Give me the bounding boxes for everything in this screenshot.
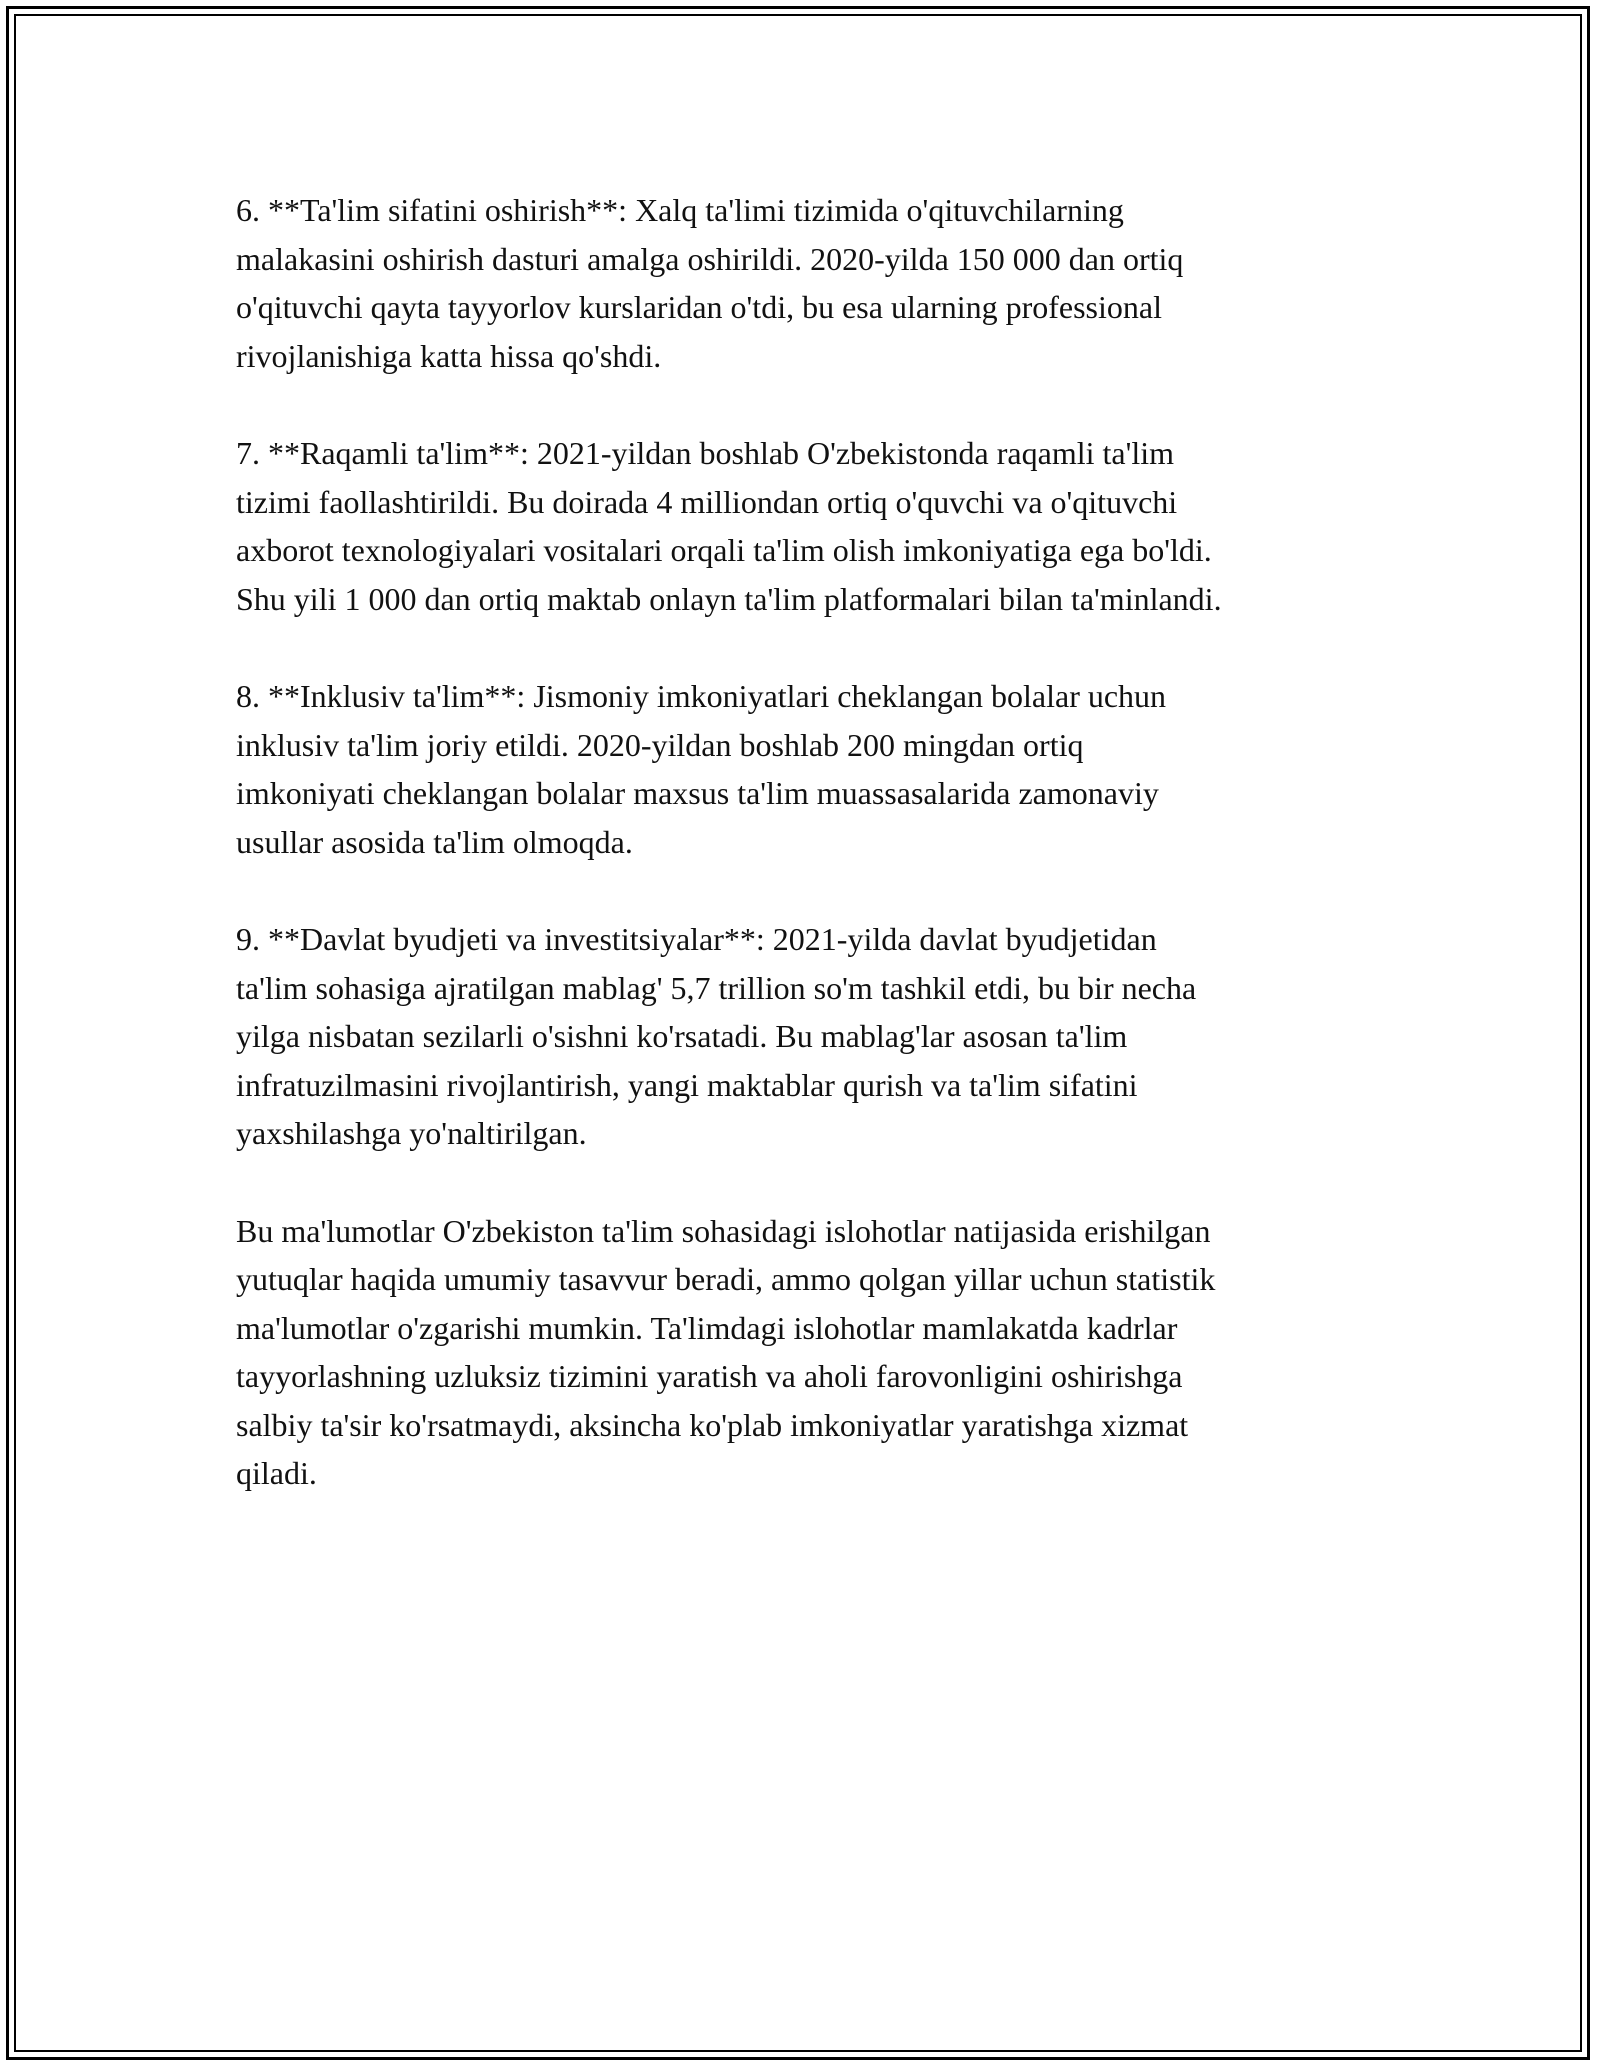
- text-line: salbiy ta'sir ko'rsatmaydi, aksincha ko'plab imkoniyatlar yaratishga xizmat: [236, 1406, 1189, 1443]
- text-line: yaxshilashga yo'naltirilgan.: [236, 1115, 587, 1151]
- text-line: 9. **Davlat byudjeti va investitsiyalar**: 2021-yilda davlat byudjetidan: [236, 921, 1157, 957]
- text-line: o'qituvchi qayta tayyorlov kurslaridan o'tdi, bu esa ularning professional: [236, 289, 1162, 325]
- text-line: Bu ma'lumotlar O'zbekiston ta'lim sohasidagi islohotlar natijasida erishilgan: [236, 1212, 1211, 1249]
- text-line: 6. **Ta'lim sifatini oshirish**: Xalq ta'limi tizimida o'qituvchilarning: [236, 192, 1124, 228]
- text-line: yilga nisbatan sezilarli o'sishni ko'rsatadi. Bu mablag'lar asosan ta'lim: [236, 1018, 1128, 1054]
- text-line: Shu yili 1 000 dan ortiq maktab onlayn ta'lim platformalari bilan ta'minlandi.: [236, 580, 1222, 617]
- text-line: axborot texnologiyalari vositalari orqali ta'lim olish imkoniyatiga ega bo'ldi.: [236, 532, 1212, 568]
- text-line: infratuzilmasini rivojlantirish, yangi maktablar qurish va ta'lim sifatini: [236, 1066, 1138, 1103]
- paragraph-item-9: [236, 915, 1396, 1158]
- text-line: tayyorlashning uzluksiz tizimini yaratish va aholi farovonligini oshirishga: [236, 1358, 1183, 1394]
- text-line: 7. **Raqamli ta'lim**: 2021-yildan boshlab O'zbekistonda raqamli ta'lim: [236, 435, 1175, 471]
- text-line: imkoniyati cheklangan bolalar maxsus ta'lim muassasalarida zamonaviy: [236, 775, 1159, 811]
- document-body: [236, 186, 1396, 1547]
- text-line: malakasini oshirish dasturi amalga oshirildi. 2020-yilda 150 000 dan ortiq: [236, 240, 1184, 277]
- text-line: qiladi.: [236, 1455, 317, 1491]
- paragraph-item-8: [236, 672, 1396, 866]
- paragraph-item-6: [236, 186, 1396, 380]
- text-line: usullar asosida ta'lim olmoqda.: [236, 823, 633, 860]
- text-line: 8. **Inklusiv ta'lim**: Jismoniy imkoniyatlari cheklangan bolalar uchun: [236, 678, 1167, 714]
- text-line: rivojlanishiga katta hissa qo'shdi.: [236, 337, 662, 374]
- text-line: ma'lumotlar o'zgarishi mumkin. Ta'limdagi islohotlar mamlakatda kadrlar: [236, 1309, 1178, 1346]
- text-line: ta'lim sohasiga ajratilgan mablag' 5,7 trillion so'm tashkil etdi, bu bir necha: [236, 969, 1197, 1006]
- text-line: tizimi faollashtirildi. Bu doirada 4 milliondan ortiq o'quvchi va o'qituvchi: [236, 483, 1178, 520]
- text-line: inklusiv ta'lim joriy etildi. 2020-yildan boshlab 200 mingdan ortiq: [236, 726, 1084, 763]
- paragraph-item-7: [236, 429, 1396, 623]
- paragraph-conclusion: [236, 1207, 1396, 1498]
- text-line: yutuqlar haqida umumiy tasavvur beradi, ammo qolgan yillar uchun statistik: [236, 1261, 1216, 1297]
